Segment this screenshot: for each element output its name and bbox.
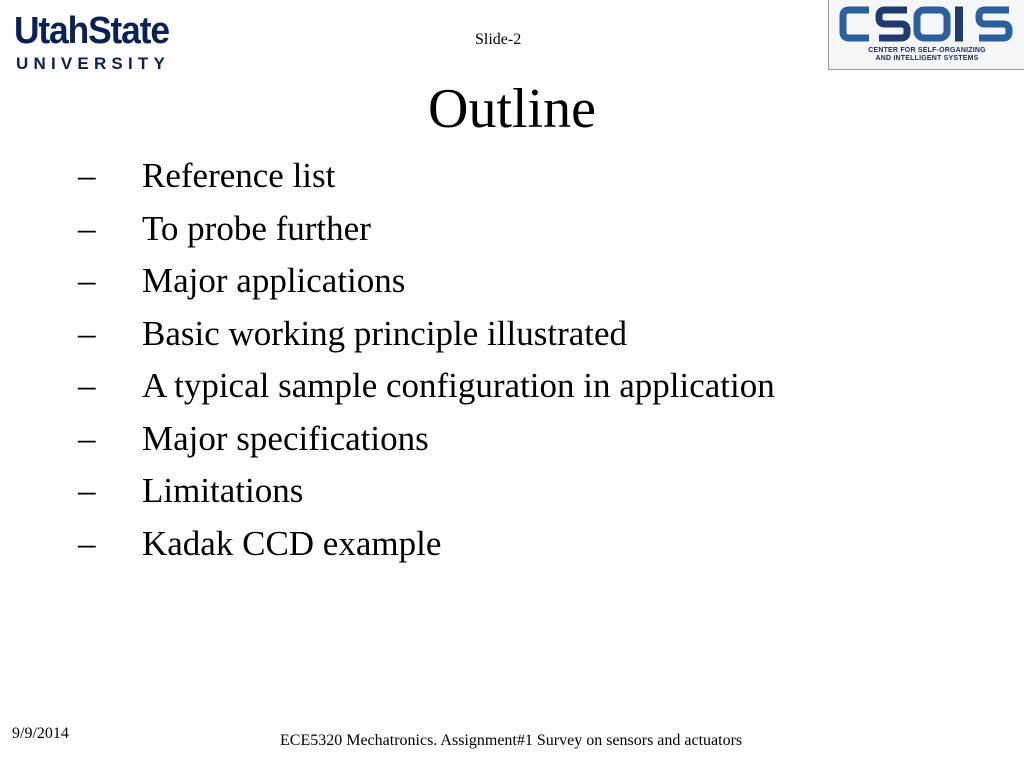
csois-caption-line1: CENTER FOR SELF-ORGANIZING xyxy=(868,47,986,54)
outline-item-text: To probe further xyxy=(142,208,371,248)
slide-number: Slide-2 xyxy=(475,31,522,48)
outline-item-text: Major specifications xyxy=(142,418,429,458)
bullet-dash: – xyxy=(78,261,96,300)
csois-logo-caption xyxy=(839,47,1015,63)
bullet-dash: – xyxy=(78,208,96,248)
bullet-dash: – xyxy=(78,471,96,510)
csois-caption-line2: AND INTELLIGENT SYSTEMS xyxy=(875,55,979,62)
bullet-dash: – xyxy=(78,366,96,405)
csois-logo xyxy=(828,0,1024,70)
footer-date: 9/9/2014 xyxy=(12,725,69,742)
bullet-dash: – xyxy=(78,313,96,353)
bullet-dash: – xyxy=(78,418,96,458)
bullet-dash: – xyxy=(78,523,96,563)
outline-item-text: Reference list xyxy=(142,156,336,195)
outline-item-text: Limitations xyxy=(142,471,304,510)
footer-course-title: ECE5320 Mechatronics. Assignment#1 Survey on sensors and actuators xyxy=(280,732,743,749)
usu-logo-wordmark: UtahState xyxy=(14,10,169,52)
bullet-dash: – xyxy=(78,156,96,195)
outline-item-text: A typical sample configuration in application xyxy=(142,366,775,405)
outline-item-text: Kadak CCD example xyxy=(142,523,442,563)
csois-logo-mark xyxy=(839,2,1015,46)
outline-item-text: Basic working principle illustrated xyxy=(142,313,628,353)
usu-logo-subtitle: UNIVERSITY xyxy=(16,54,171,73)
usu-logo xyxy=(14,10,200,74)
slide-title: Outline xyxy=(428,78,596,140)
outline-item-text: Major applications xyxy=(142,261,406,300)
